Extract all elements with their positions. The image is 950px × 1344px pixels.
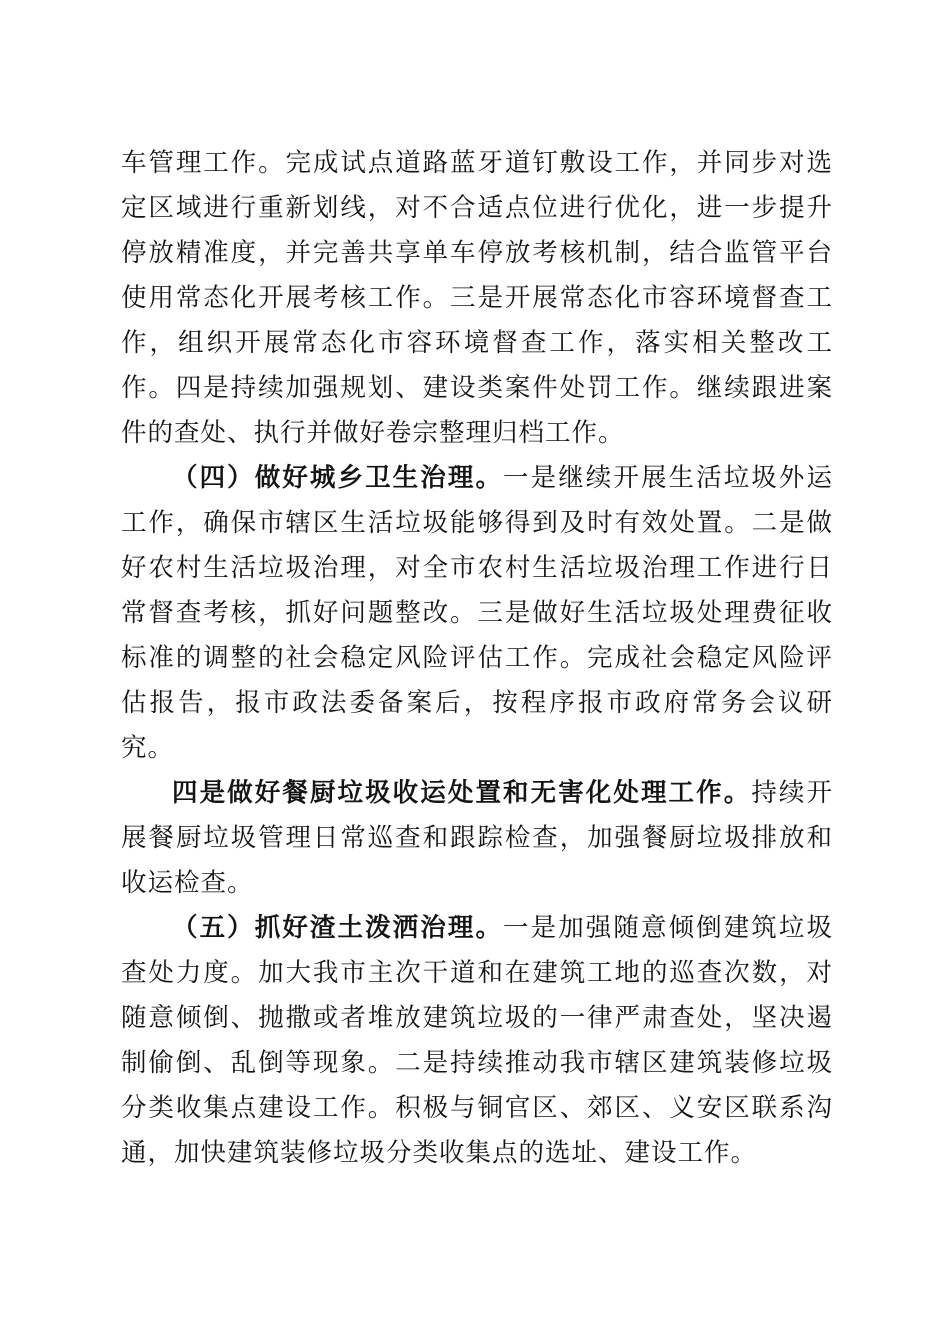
paragraph-kitchen-waste — [121, 771, 833, 906]
paragraph-urban-rural-sanitation — [121, 456, 833, 771]
paragraph-construction-waste — [121, 906, 833, 1176]
document-body — [121, 141, 833, 1176]
paragraph-heading: 四是做好餐厨垃圾收运处置和无害化处理工作。 — [172, 778, 752, 808]
paragraph-text: 一是加强随意倾倒建筑垃圾查处力度。加大我市主次干道和在建筑工地的巡查次数，对随意倾倒、抛撒或者堆放建筑垃圾的一律严肃查处，坚决遏制偷倒、乱倒等现象。二是持续推动我市辖区建筑装修垃圾分类收集点建设工作。积极与铜官区、郊区、义安区联系沟通，加快建筑装修垃圾分类收集点的选址、建设工作。 — [121, 913, 833, 1168]
paragraph-text: 持续开展餐厨垃圾管理日常巡查和跟踪检查，加强餐厨垃圾排放和收运检查。 — [121, 778, 833, 898]
paragraph-heading: （五）抓好渣土泼洒治理。 — [172, 913, 504, 943]
paragraph-shared-bike-management — [121, 141, 833, 456]
paragraph-heading: （四）做好城乡卫生治理。 — [172, 463, 504, 493]
paragraph-text: 一是继续开展生活垃圾外运工作，确保市辖区生活垃圾能够得到及时有效处置。二是做好农村生活垃圾治理，对全市农村生活垃圾治理工作进行日常督查考核，抓好问题整改。三是做好生活垃圾处理费征收标准的调整的社会稳定风险评估工作。完成社会稳定风险评估报告，报市政法委备案后，按程序报市政府常务会议研究。 — [121, 463, 833, 763]
paragraph-text: 车管理工作。完成试点道路蓝牙道钉敷设工作，并同步对选定区域进行重新划线，对不合适点位进行优化，进一步提升停放精准度，并完善共享单车停放考核机制，结合监管平台使用常态化开展考核工作。三是开展常态化市容环境督查工作，组织开展常态化市容环境督查工作，落实相关整改工作。四是持续加强规划、建设类案件处罚工作。继续跟进案件的查处、执行并做好卷宗整理归档工作。 — [121, 148, 833, 448]
